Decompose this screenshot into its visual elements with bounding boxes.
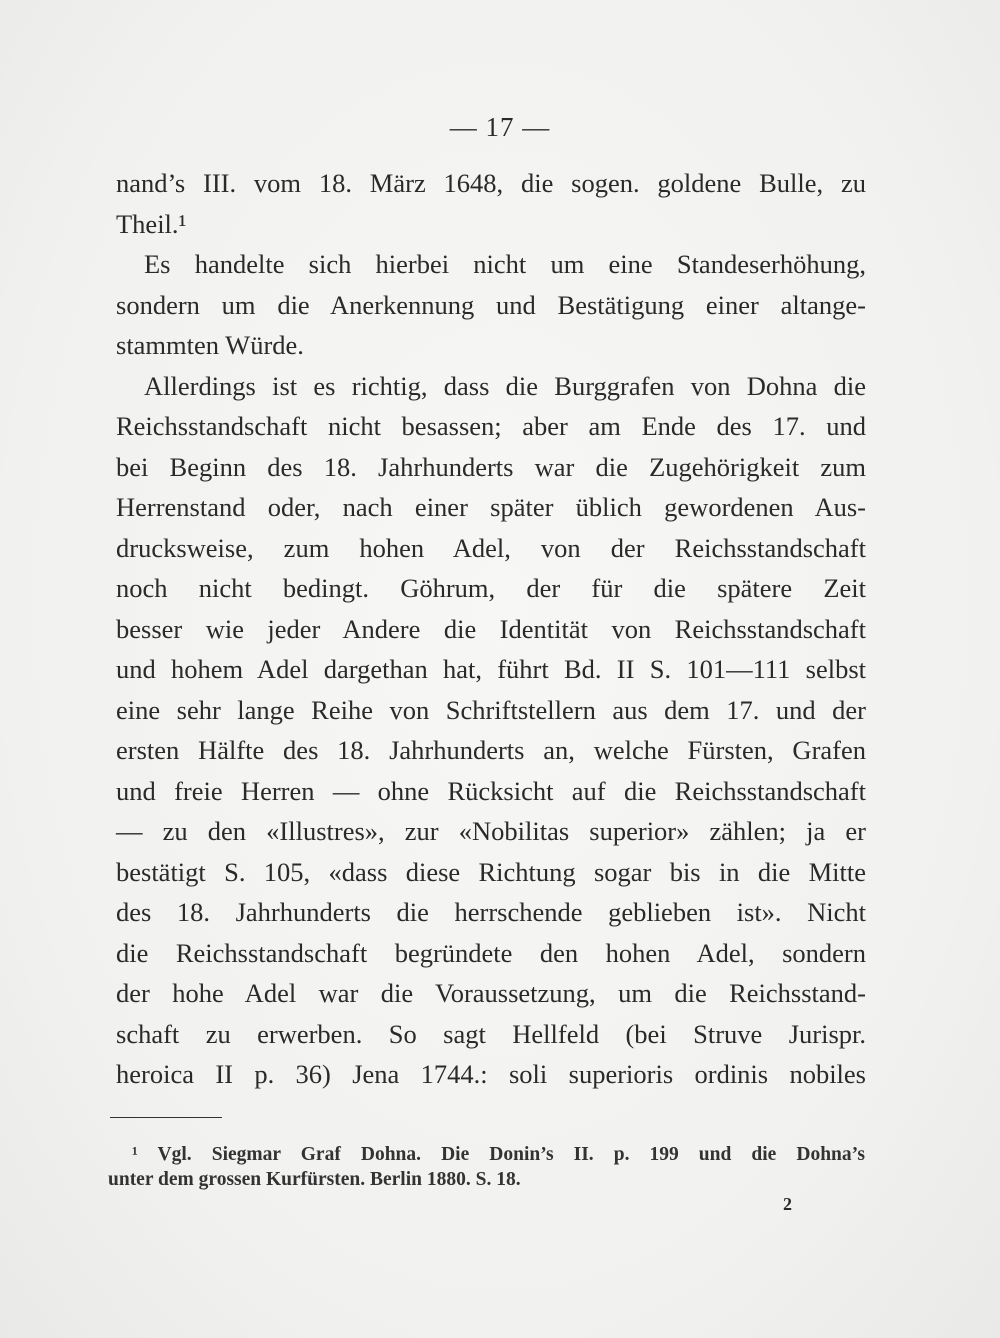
text-line: nand’s III. vom 18. März 1648, die sogen. goldene Bulle, zu	[116, 168, 866, 198]
text-line: besser wie jeder Andere die Identität von Reichsstandschaft	[116, 613, 866, 644]
text-line: die Reichsstandschaft begründete den hohen Adel, sondern	[116, 937, 866, 968]
text-line: der hohe Adel war die Voraussetzung, um die Reichsstand-	[116, 978, 866, 1008]
text-line: und freie Herren — ohne Rücksicht auf die Reichsstandschaft	[116, 775, 866, 806]
page-number: — 17 —	[449, 112, 551, 142]
footnote-line: unter dem grossen Kurfürsten. Berlin 1880. S. 18.	[108, 1169, 521, 1190]
text-line: schaft zu erwerben. So sagt Hellfeld (bei Struve Jurispr.	[116, 1018, 866, 1049]
signature-mark: 2	[783, 1194, 792, 1214]
text-line: ersten Hälfte des 18. Jahrhunderts an, welche Fürsten, Grafen	[116, 735, 866, 765]
footnote-line: ¹ Vgl. Siegmar Graf Dohna. Die Donin’s II. p. 199 und die Dohna’s	[132, 1144, 865, 1165]
text-line: — zu den «Illustres», zur «Nobilitas superior» zählen; ja er	[116, 816, 866, 846]
body-text	[116, 163, 866, 1095]
text-line: Es handelte sich hierbei nicht um eine Standeserhöhung,	[144, 249, 866, 279]
text-line: des 18. Jahrhunderts die herrschende geblieben ist». Nicht	[116, 897, 866, 927]
footnote-divider	[110, 1117, 222, 1118]
text-line: sondern um die Anerkennung und Bestätigung einer altange-	[116, 289, 866, 320]
text-line: stammten Würde.	[116, 330, 304, 360]
text-line: Theil.¹	[116, 208, 187, 239]
footnotes	[108, 1142, 865, 1192]
text-line: eine sehr lange Reihe von Schriftstellern aus dem 17. und der	[116, 694, 866, 725]
text-line: Reichsstandschaft nicht besassen; aber am Ende des 17. und	[116, 411, 866, 441]
text-line: noch nicht bedingt. Göhrum, der für die spätere Zeit	[116, 573, 866, 603]
text-line: Allerdings ist es richtig, dass die Burggrafen von Dohna die	[144, 370, 866, 401]
text-line: bestätigt S. 105, «dass diese Richtung sogar bis in die Mitte	[116, 856, 866, 887]
text-line: Herrenstand oder, nach einer später üblich gewordenen Aus-	[116, 492, 866, 522]
text-line: drucksweise, zum hohen Adel, von der Reichsstandschaft	[116, 532, 866, 563]
text-line: bei Beginn des 18. Jahrhunderts war die Zugehörigkeit zum	[116, 451, 866, 482]
text-line: und hohem Adel dargethan hat, führt Bd. II S. 101—111 selbst	[116, 654, 866, 684]
text-line: heroica II p. 36) Jena 1744.: soli superioris ordinis nobiles	[116, 1059, 866, 1089]
